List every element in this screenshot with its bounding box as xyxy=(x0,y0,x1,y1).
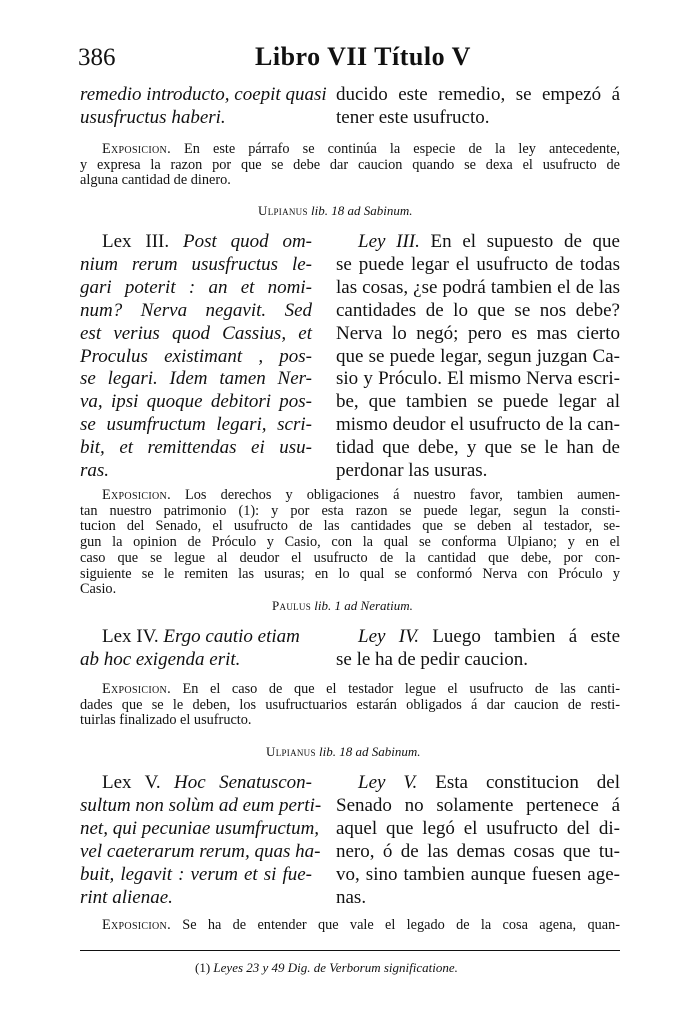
source-reference: lib. 1 ad Neratium. xyxy=(314,598,413,613)
exposicion-4 xyxy=(80,918,620,934)
latin-line: Proculus existimant , pos- xyxy=(80,345,312,367)
exposicion-line: tan nuestro patrimonio (1): y por esta razon se puede legar, segun la consti- xyxy=(80,502,620,519)
ley-heading: Ley IV. xyxy=(358,626,419,647)
latin-line: est verius quod Cassius, et xyxy=(80,322,312,344)
exposicion-label: Exposicion. xyxy=(102,681,171,697)
latin-line: se usumfructum legari, scri- xyxy=(80,414,312,436)
source-citation-1 xyxy=(258,203,413,219)
exposicion-3 xyxy=(80,682,620,729)
latin-line: va, ipsi quoque debitori pos- xyxy=(80,391,312,413)
latin-line: gari poterit : an et nomi- xyxy=(80,276,312,298)
exposicion-line: En el caso de que el testador legue el usufructo de las canti- xyxy=(170,681,620,697)
source-author: Ulpianus xyxy=(266,744,316,759)
latin-line: num? Nerva negavit. Sed xyxy=(80,299,312,321)
lex-heading: Lex IV. xyxy=(102,626,159,647)
lex5-latin-column xyxy=(80,772,322,909)
lex3-spanish-column xyxy=(336,231,620,483)
latin-line: Post quod om- xyxy=(169,231,312,252)
footnote-mark: (1) xyxy=(195,960,211,975)
source-reference: lib. 18 ad Sabinum. xyxy=(311,203,413,218)
page-number: 386 xyxy=(78,44,116,71)
latin-line: vel caeterarum rerum, quas ha- xyxy=(80,840,321,862)
latin-line: Hoc Senatuscon- xyxy=(160,772,312,793)
spanish-line: Luego tambien á este xyxy=(419,626,621,647)
source-author: Paulus xyxy=(272,598,312,613)
latin-line: ususfructus haberi. xyxy=(80,106,226,128)
source-citation-3 xyxy=(266,744,421,760)
spanish-line: ducido este remedio, se empezó á xyxy=(336,84,620,105)
spanish-line: nas. xyxy=(336,886,367,908)
footnote-divider xyxy=(80,950,620,951)
source-citation-2 xyxy=(272,598,413,614)
latin-line: ab hoc exigenda erit. xyxy=(80,648,241,670)
spanish-line: tener este usufructo. xyxy=(336,106,490,128)
spanish-line: nero, ó de las demas cosas que tu- xyxy=(336,840,620,862)
exposicion-label: Exposicion. xyxy=(102,141,171,157)
lex-heading: Lex III. xyxy=(102,231,170,252)
page-title: Libro VII Título V xyxy=(255,42,471,71)
latin-line: rint alienae. xyxy=(80,886,173,908)
latin-line: sultum non solùm ad eum perti- xyxy=(80,794,322,816)
exposicion-line: Los derechos y obligaciones á nuestro favor, tambien aumen- xyxy=(170,487,620,503)
latin-line: net, qui pecuniae usumfructum, xyxy=(80,817,320,839)
spanish-line: se le ha de pedir caucion. xyxy=(336,648,529,670)
spanish-line: cantidades de lo que se nos debe? xyxy=(336,299,620,321)
footnote-text: Leyes 23 y 49 Dig. de Verborum significatione. xyxy=(213,960,458,975)
top-spanish-column xyxy=(336,84,620,130)
lex4-spanish-column xyxy=(336,626,620,672)
latin-line: Ergo cautio etiam xyxy=(158,626,300,647)
latin-line: remedio introducto, coepit quasi xyxy=(80,84,327,105)
source-reference: lib. 18 ad Sabinum. xyxy=(319,744,421,759)
exposicion-line: alguna cantidad de dinero. xyxy=(80,172,231,189)
exposicion-line: Se ha de entender que vale el legado de la cosa agena, quan- xyxy=(170,917,620,933)
latin-line: buit, legavit : verum et si fue- xyxy=(80,863,312,885)
spanish-line: sio y Próculo. El mismo Nerva escri- xyxy=(336,368,620,390)
spanish-line: Senado no solamente pertenece á xyxy=(336,794,620,816)
exposicion-2 xyxy=(80,488,620,598)
exposicion-1 xyxy=(80,142,620,189)
latin-line: nium rerum ususfructus le- xyxy=(80,253,312,275)
source-author: Ulpianus xyxy=(258,203,308,218)
exposicion-line: Casio. xyxy=(80,581,117,598)
spanish-line: perdonar las usuras. xyxy=(336,460,488,482)
lex3-latin-column xyxy=(80,231,312,483)
exposicion-line: tucion del Senado, el usufructo de las cantidades que se deben al testador, se- xyxy=(80,518,620,535)
lex-heading: Lex V. xyxy=(102,772,161,793)
lex5-spanish-column xyxy=(336,772,620,909)
exposicion-line: En este párrafo se continúa la especie de la ley antecedente, xyxy=(170,141,620,157)
spanish-line: las cosas, ¿se podrá tambien el de las xyxy=(336,276,620,298)
top-latin-column xyxy=(80,84,327,130)
spanish-line: En el supuesto de que xyxy=(419,231,620,252)
ley-heading: Ley V. xyxy=(358,772,418,793)
exposicion-line: siguiente se le remiten las usuras; en lo qual se conformó Nerva con Próculo y xyxy=(80,565,620,582)
latin-line: bit, et remittendas ei usu- xyxy=(80,437,312,459)
latin-line: se legari. Idem tamen Ner- xyxy=(80,368,312,390)
spanish-line: vo, sino tambien aunque fuesen age- xyxy=(336,863,620,885)
ley-heading: Ley III. xyxy=(358,231,420,252)
spanish-line: mismo deudor el usufructo de la can- xyxy=(336,414,620,436)
exposicion-line: gun la opinion de Próculo y Casio, con la qual se conforma Ulpiano; y en el xyxy=(80,534,620,551)
spanish-line: Esta constitucion del xyxy=(417,772,620,793)
exposicion-label: Exposicion. xyxy=(102,917,171,933)
spanish-line: que se puede legar, segun juzgan Ca- xyxy=(336,345,620,367)
footnote xyxy=(195,960,458,976)
spanish-line: aquel que legó el usufructo del di- xyxy=(336,817,620,839)
exposicion-line: tuirlas finalizado el usufructo. xyxy=(80,712,252,729)
exposicion-line: caso que se legue al deudor el usufructo de la cantidad que debe, por con- xyxy=(80,549,620,566)
spanish-line: Nerva lo negó; pero es mas cierto xyxy=(336,322,620,344)
latin-line: ras. xyxy=(80,460,110,482)
exposicion-label: Exposicion. xyxy=(102,487,171,503)
spanish-line: se puede legar el usufructo de todas xyxy=(336,253,620,275)
exposicion-line: y expresa la razon por que se debe dar caucion quando se dexa el usufructo de xyxy=(80,156,620,173)
spanish-line: tidad que debe, y que se le han de xyxy=(336,437,620,459)
lex4-latin-column xyxy=(80,626,312,672)
exposicion-line: dades que se le deben, los usufructuarios estarán obligados á dar caucion de resti- xyxy=(80,696,620,713)
spanish-line: be, que tambien se puede legar al xyxy=(336,391,620,413)
